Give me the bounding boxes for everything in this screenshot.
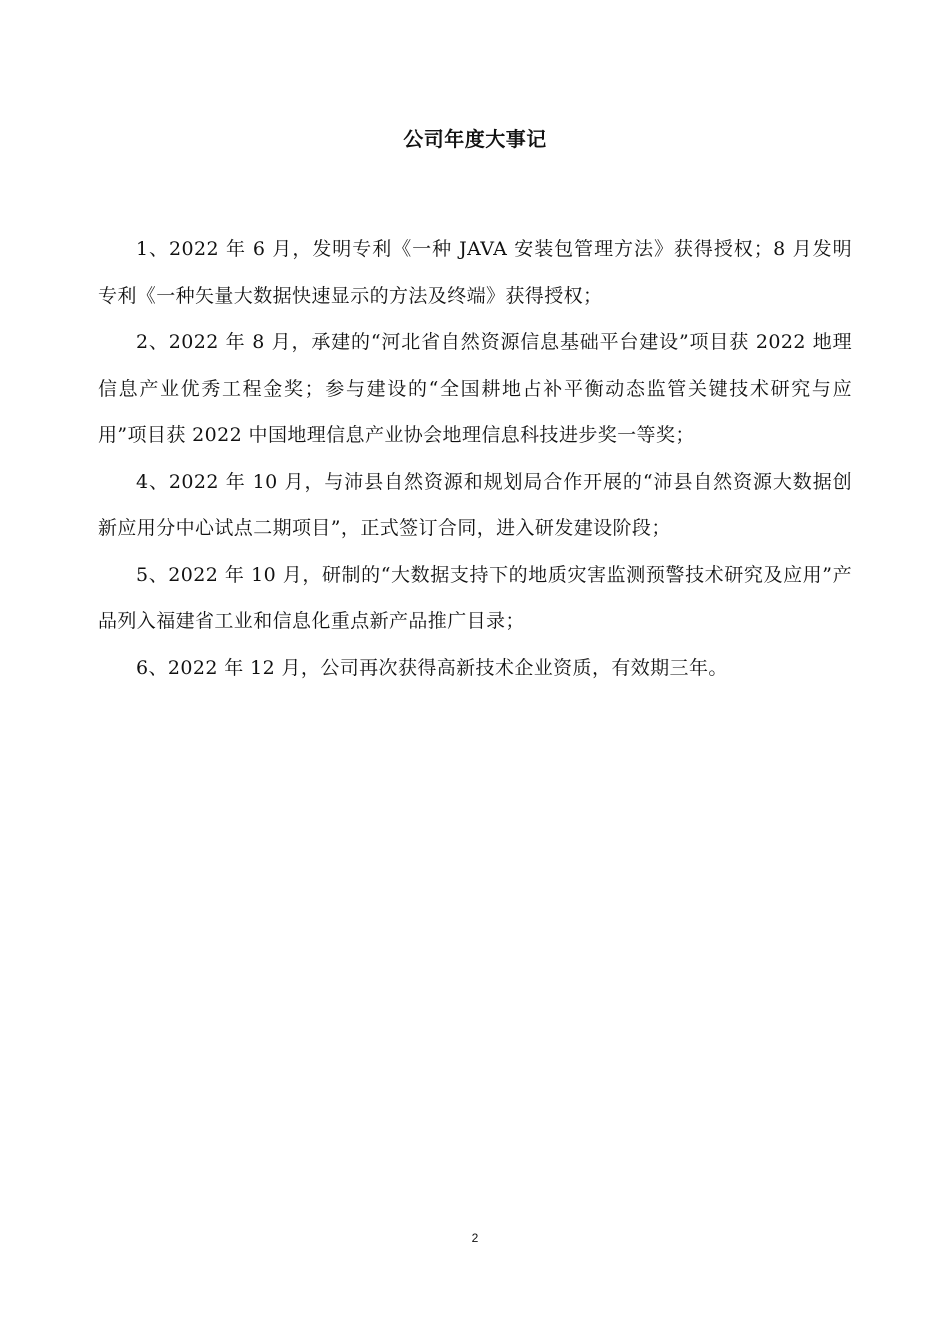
page-title: 公司年度大事记 <box>403 127 547 151</box>
page-number: 2 <box>471 1231 479 1245</box>
event-paragraph-4: 4、2022 年 10 月，与沛县自然资源和规划局合作开展的“沛县自然资源大数据创新应用分中心试点二期项目”，正式签订合同，进入研发建设阶段； <box>98 470 852 539</box>
event-paragraph-1: 1、2022 年 6 月，发明专利《一种 JAVA 安装包管理方法》获得授权；8 月发明专利《一种矢量大数据快速显示的方法及终端》获得授权； <box>98 238 852 307</box>
document-body <box>98 226 852 691</box>
event-paragraph-5: 5、2022 年 10 月，研制的“大数据支持下的地质灾害监测预警技术研究及应用”产品列入福建省工业和信息化重点新产品推广目录； <box>98 563 852 632</box>
event-paragraph-6: 6、2022 年 12 月，公司再次获得高新技术企业资质，有效期三年。 <box>136 656 728 679</box>
event-paragraph-2: 2、2022 年 8 月，承建的“河北省自然资源信息基础平台建设”项目获 2022 地理信息产业优秀工程金奖；参与建设的“全国耕地占补平衡动态监管关键技术研究与应用”项目获 2022 中国地理信息产业协会地理信息科技进步奖一等奖； <box>98 331 852 446</box>
